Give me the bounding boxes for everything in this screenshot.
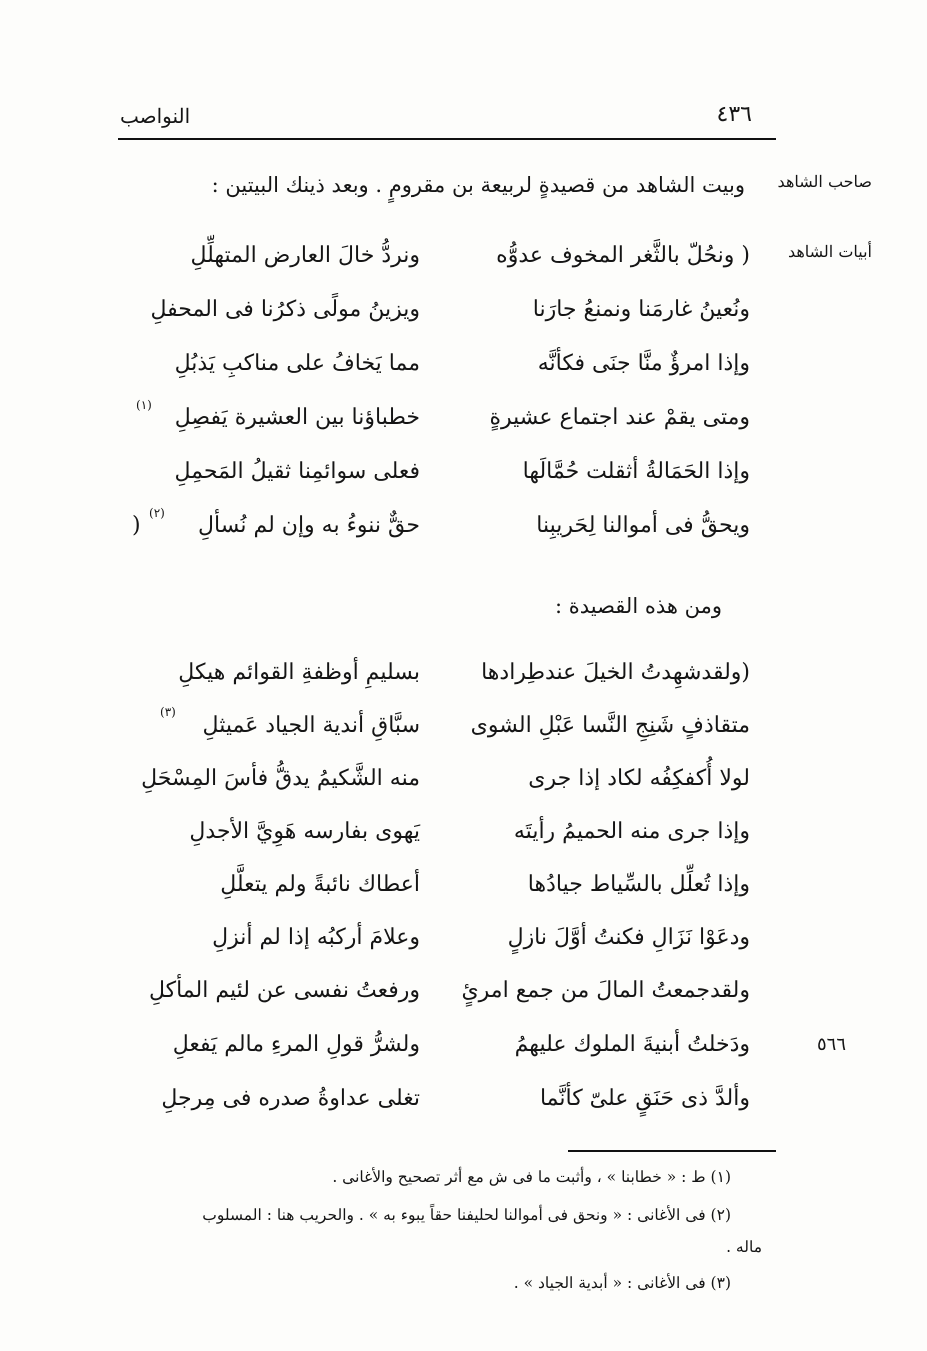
- verse-closing-paren: ): [132, 513, 141, 538]
- verse-first-hemistich: ولقدجمعتُ المالَ من جمع امرئٍ: [461, 978, 750, 1003]
- verse-first-hemistich: ودَخلتُ أبنيةَ الملوك عليهمُ: [514, 1032, 750, 1057]
- verse-first-hemistich: وإذا الحَمَالةُ أثقلت حُمَّالَها: [522, 459, 750, 484]
- footnote-marker-3: (٣): [160, 705, 176, 719]
- margin-note-verses: أبيات الشاهد: [787, 242, 872, 261]
- verse-line: [0, 660, 927, 700]
- verse-line: [0, 978, 927, 1018]
- verse-second-hemistich: وعلامَ أركبُه إذا لم أنزلِ: [212, 925, 420, 950]
- verse-second-hemistich: منه الشَّكيمُ يدقُّ فأسَ المِسْحَلِ: [141, 766, 420, 791]
- footnote-marker-1: (١): [136, 398, 152, 412]
- verse-second-hemistich: ورفعتُ نفسى عن لئيم المأكلِ: [148, 978, 420, 1003]
- verse-line: [0, 459, 927, 499]
- verse-second-hemistich: ولشرُّ قولِ المرءِ مالم يَفعلِ: [172, 1032, 420, 1057]
- intro-paragraph: وبيت الشاهد من قصيدةٍ لربيعة بن مقرومٍ . وبعد ذينك البيتين :: [211, 173, 745, 197]
- footnote-2: (٢) فى الأغانى : « ونحق فى أموالنا لحليفنا حقاً يبوء به » . والحريب هنا : المسلوب: [202, 1206, 731, 1224]
- verse-first-hemistich: وإذا جرى منه الحميمُ رأيتَه: [513, 819, 750, 844]
- verse-line: [0, 1032, 927, 1072]
- footnote-3: (٣) فى الأغانى : « أبدية الجياد » .: [513, 1274, 731, 1292]
- verse-first-hemistich: وإذا تُعلِّل بالسِّياط جيادُها: [527, 872, 750, 897]
- verse-second-hemistich: ويزينُ مولًى ذكرُنا فى المحفلِ: [150, 297, 420, 322]
- footnote-1: (١) ط : « خطابنا » ، وأثبت ما فى ش مع أثر تصحيح والأغانى .: [332, 1168, 731, 1186]
- verse-second-hemistich: ونردُّ خالَ العارض المتهلِّلِ: [190, 243, 420, 268]
- verse-line: [0, 925, 927, 965]
- verse-first-hemistich: ( ونحُلّ بالثَّغر المخوف عدوُّه: [496, 243, 750, 268]
- verse-second-hemistich: مما يَخافُ على مناكبِ يَذبُلِ: [174, 351, 420, 376]
- verse-first-hemistich: لولا أُكفكِفُه لكاد إذا جرى: [528, 766, 750, 791]
- verse-second-hemistich: بسليمِ أوظفةِ القوائم هيكلِ: [178, 660, 420, 685]
- verse-line: [0, 872, 927, 912]
- footnote-rule: [568, 1150, 776, 1152]
- margin-line-number: ٥٦٦: [816, 1034, 846, 1055]
- verse-second-hemistich: يَهوى بفارسه هَوِيَّ الأجدلِ: [189, 819, 420, 844]
- footnote-marker-2: (٢): [149, 506, 165, 520]
- section-intro: ومن هذه القصيدة :: [554, 594, 722, 618]
- margin-note-author: صاحب الشاهد: [777, 172, 872, 191]
- verse-second-hemistich: خطباؤنا بين العشيرة يَفصِلِ: [174, 405, 420, 430]
- verse-first-hemistich: ودعَوْا نَزَالِ فكنتُ أوَّلَ نازلٍ: [507, 925, 750, 950]
- verse-line: [0, 297, 927, 337]
- page-number: ٤٣٦: [716, 102, 752, 127]
- verse-first-hemistich: ويحقُّ فى أموالنا لِحَريبِنا: [536, 513, 750, 538]
- verse-first-hemistich: ونُعينُ غارمَنا ونمنعُ جارَنا: [532, 297, 750, 322]
- verse-second-hemistich: سبَّاقِ أندية الجياد عَميثلِ: [202, 713, 420, 738]
- verse-first-hemistich: وإذا امرؤٌ منَّا جنَى فكأنَّه: [537, 351, 750, 376]
- verse-second-hemistich: فعلى سوائمِنا ثقيلُ المَحمِلِ: [174, 459, 420, 484]
- verse-second-hemistich: تغلى عداوةُ صدره فى مِرجلِ: [161, 1086, 420, 1111]
- verse-line: [0, 351, 927, 391]
- verse-line: [0, 243, 927, 283]
- verse-line: [0, 713, 927, 753]
- verse-first-hemistich: ومتى يقمْ عند اجتماع عشيرةٍ: [489, 405, 750, 430]
- verse-first-hemistich: وألدَّ ذى حَنَقٍ علىّ كأنَّما: [539, 1086, 750, 1111]
- verse-second-hemistich: حقٌّ ننوءُ به وإن لم نُسألِ: [198, 513, 420, 538]
- verse-line: [0, 1086, 927, 1126]
- verse-line: [0, 819, 927, 859]
- footnote-2-continuation: ماله .: [726, 1238, 762, 1256]
- running-title: النواصب: [120, 104, 191, 128]
- verse-first-hemistich: (ولقدشهِدتُ الخيلَ عندطِرادها: [481, 660, 750, 685]
- header-rule: [118, 138, 776, 140]
- verse-second-hemistich: أعطاك نائبةً ولم يتعلَّلِ: [220, 872, 420, 897]
- verse-line: [0, 766, 927, 806]
- verse-first-hemistich: متقاذفٍ شَنِجِ النَّسا عَبْلِ الشوى: [470, 713, 750, 738]
